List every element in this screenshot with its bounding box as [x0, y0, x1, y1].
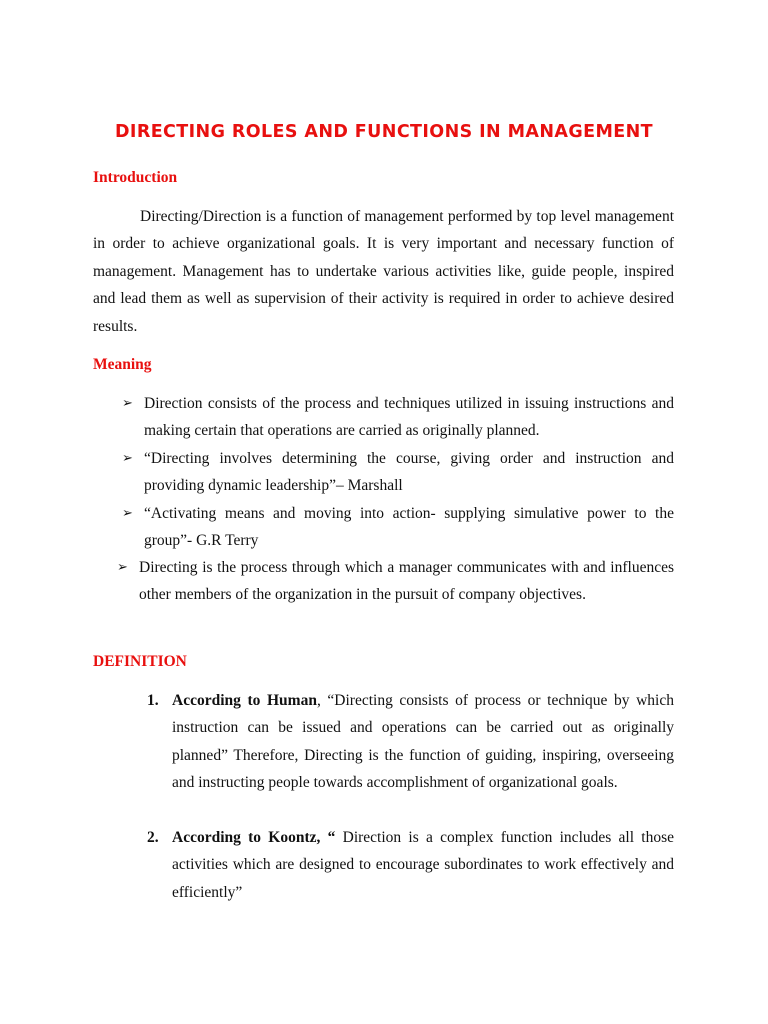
arrow-bullet-icon: ➢ [122, 396, 133, 411]
meaning-item-text: Direction consists of the process and techniques utilized in issuing instructions and making certain that operations are carried as originally planned. [144, 395, 674, 440]
meaning-item-text: “Directing involves determining the course, giving order and instruction and providing dynamic leadership”– Marshall [144, 450, 674, 495]
document-title: DIRECTING ROLES AND FUNCTIONS IN MANAGEMENT [114, 122, 653, 142]
list-item [147, 687, 674, 797]
list-item [122, 445, 674, 500]
introduction-heading: Introduction [93, 169, 178, 186]
definition-heading: DEFINITION [93, 653, 187, 670]
meaning-heading: Meaning [93, 356, 152, 373]
list-item [122, 500, 674, 555]
meaning-item-text: Directing is the process through which a manager communicates with and influences other members of the organization in the pursuit of company objectives. [139, 559, 674, 604]
meaning-item-text: “Activating means and moving into action- supplying simulative power to the group”- G.R Terry [144, 505, 674, 550]
definition-source: According to Koontz, “ [172, 829, 336, 846]
definition-source: According to Human [172, 692, 317, 709]
introduction-paragraph: Directing/Direction is a function of management performed by top level management in order to achieve organizational goals. It is very important and necessary function of management. Management has to undertake various activities like, guide people, inspired and lead them as well as supervision of their activity is required in order to achieve desired results. [93, 208, 674, 335]
list-item [117, 554, 674, 609]
item-number: 1. [147, 692, 159, 709]
item-number: 2. [147, 829, 159, 846]
definition-text: , “Directing consists of process or technique by which instruction can be issued and operations can be carried out as originally planned” Therefore, Directing is the function of guiding, inspiring, overseeing and instructing people towards accomplishment of organizational goals. [172, 692, 674, 792]
arrow-bullet-icon: ➢ [122, 451, 133, 466]
arrow-bullet-icon: ➢ [117, 560, 128, 575]
list-item [147, 824, 674, 906]
definition-text: Direction is a complex function includes all those activities which are designed to encourage subordinates to work effectively and efficiently” [172, 829, 674, 901]
list-item [122, 390, 674, 445]
arrow-bullet-icon: ➢ [122, 506, 133, 521]
